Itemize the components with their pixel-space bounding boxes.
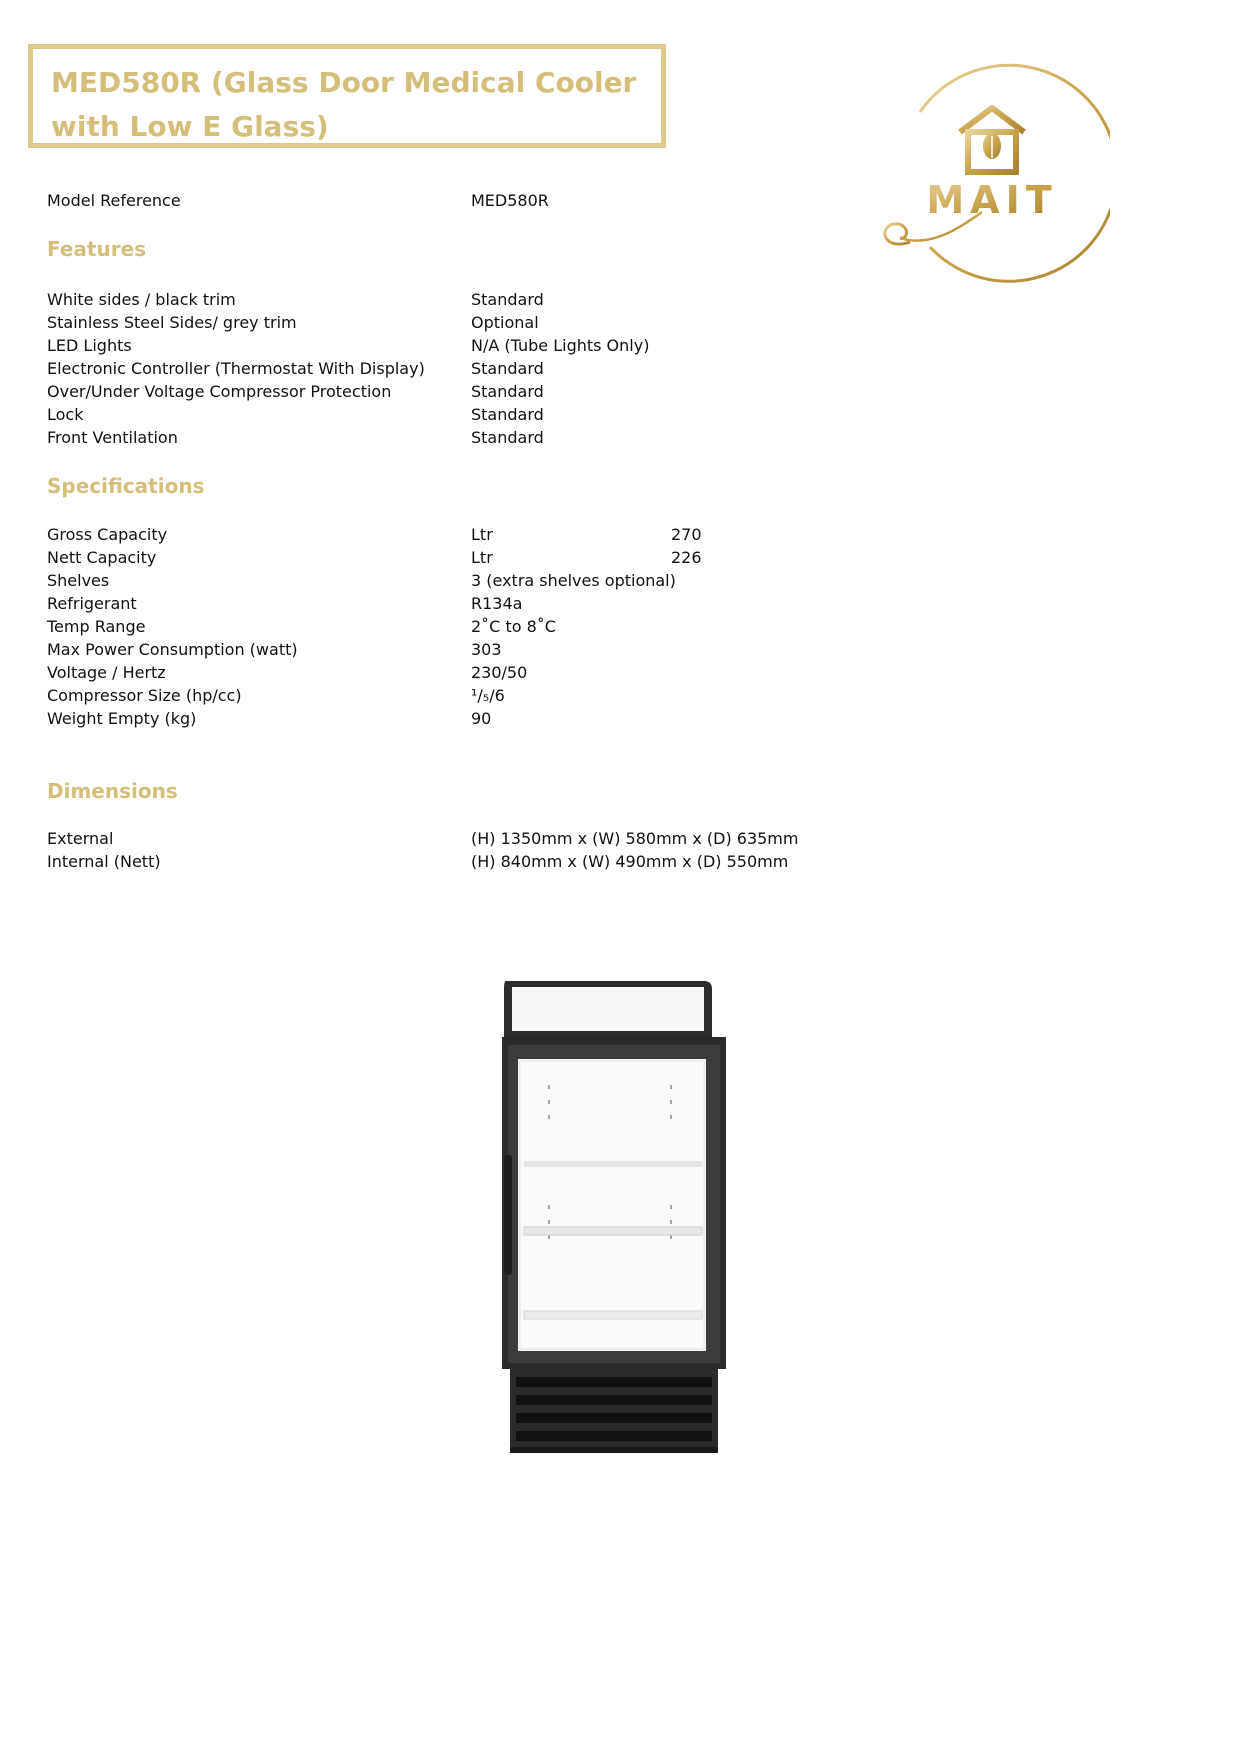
feature-value: Standard	[471, 428, 544, 447]
spec-label: Temp Range	[47, 617, 146, 636]
spec-label: Voltage / Hertz	[47, 663, 166, 682]
spec-value: ¹/₅/6	[471, 686, 505, 705]
cooler-product-image	[498, 975, 730, 1465]
spec-label: Gross Capacity	[47, 525, 168, 544]
logo-text: MAIT	[926, 178, 1058, 222]
spec-value: R134a	[471, 594, 523, 613]
mait-logo	[860, 52, 1110, 292]
spec-value: 2˚C to 8˚C	[471, 617, 556, 636]
spec-value: 303	[471, 640, 502, 659]
dimension-label: External	[47, 829, 114, 848]
spec-label: Compressor Size (hp/cc)	[47, 686, 242, 705]
feature-label: Electronic Controller (Thermostat With Display)	[47, 359, 425, 378]
feature-value: Standard	[471, 290, 544, 309]
spec-value: 90	[471, 709, 492, 728]
house-logo-icon	[960, 108, 1024, 172]
feature-label: Lock	[47, 405, 84, 424]
spec-value: Ltr	[471, 548, 493, 567]
title-box	[28, 44, 666, 148]
spec-label: Shelves	[47, 571, 110, 590]
spec-label: Nett Capacity	[47, 548, 157, 567]
feature-value: Standard	[471, 405, 544, 424]
model-label: Model Reference	[47, 191, 181, 210]
spec-label: Weight Empty (kg)	[47, 709, 197, 728]
specifications-heading: Specifications	[47, 474, 205, 498]
spec-label: Max Power Consumption (watt)	[47, 640, 298, 659]
spec-value: 3 (extra shelves optional)	[471, 571, 676, 590]
feature-label: White sides / black trim	[47, 290, 236, 309]
model-value: MED580R	[471, 191, 549, 210]
feature-value: Standard	[471, 382, 544, 401]
spec-value: 230/50	[471, 663, 528, 682]
page-title: MED580R (Glass Door Medical Cooler with Low E Glass)	[51, 66, 637, 143]
feature-value: Optional	[471, 313, 539, 332]
feature-value: Standard	[471, 359, 544, 378]
feature-label: Front Ventilation	[47, 428, 178, 447]
features-heading: Features	[47, 237, 147, 261]
spec-value-2: 226	[671, 548, 702, 567]
dimension-value: (H) 840mm x (W) 490mm x (D) 550mm	[471, 852, 789, 871]
spec-value: Ltr	[471, 525, 493, 544]
dimensions-heading: Dimensions	[47, 779, 178, 803]
feature-label: Over/Under Voltage Compressor Protection	[47, 382, 392, 401]
feature-label: LED Lights	[47, 336, 132, 355]
spec-value-2: 270	[671, 525, 702, 544]
dimension-label: Internal (Nett)	[47, 852, 161, 871]
spec-label: Refrigerant	[47, 594, 137, 613]
feature-value: N/A (Tube Lights Only)	[471, 336, 650, 355]
dimension-value: (H) 1350mm x (W) 580mm x (D) 635mm	[471, 829, 799, 848]
feature-label: Stainless Steel Sides/ grey trim	[47, 313, 297, 332]
